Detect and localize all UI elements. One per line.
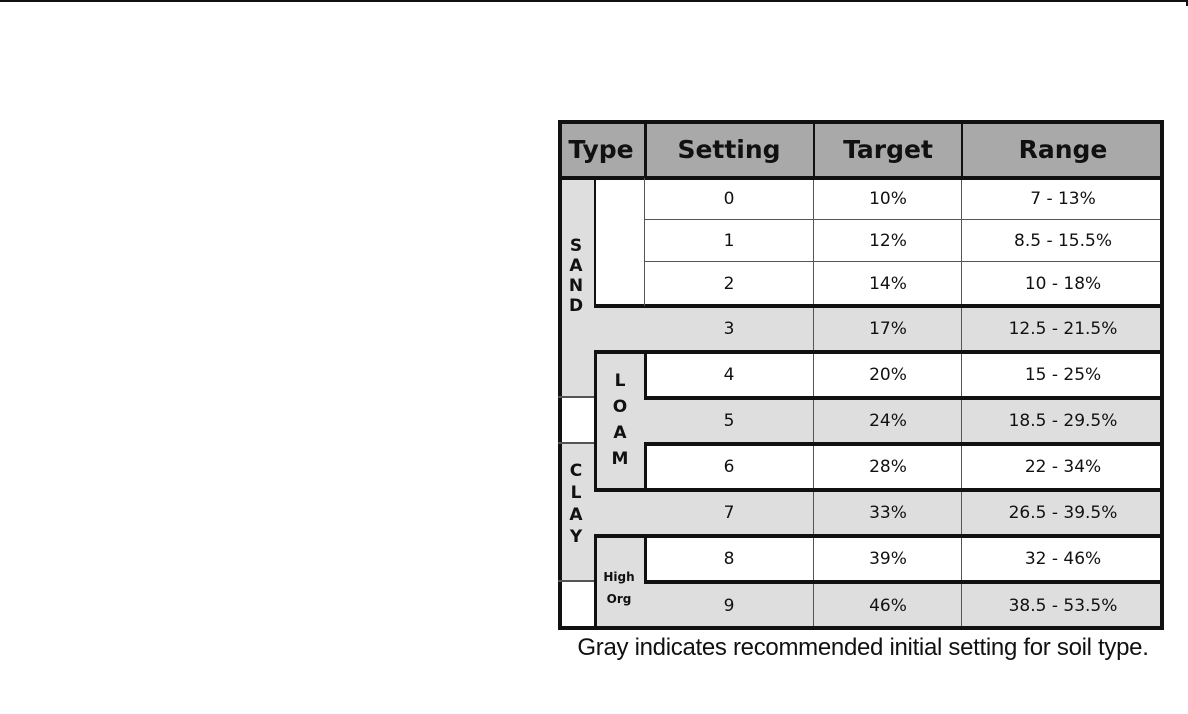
border-line xyxy=(594,350,597,490)
border-line xyxy=(644,120,647,178)
setting-cell: 7 xyxy=(723,503,735,523)
sand-label: S A N D xyxy=(568,236,584,316)
target-cell: 10% xyxy=(869,189,907,209)
border-line xyxy=(644,396,1164,400)
setting-cell: 8 xyxy=(723,549,735,569)
range-cell: 38.5 - 53.5% xyxy=(1008,596,1118,616)
type-blank-cell xyxy=(558,398,594,444)
border-line xyxy=(594,178,596,308)
range-cell: 12.5 - 21.5% xyxy=(1008,319,1118,339)
range-cell: 10 - 18% xyxy=(1024,274,1102,294)
target-cell: 28% xyxy=(869,457,907,477)
setting-cell: 3 xyxy=(723,319,735,339)
setting-cell: 6 xyxy=(723,457,735,477)
border-line xyxy=(644,442,1164,446)
grid-line xyxy=(644,261,1164,262)
header-target: Target xyxy=(843,134,933,164)
border-line xyxy=(644,442,647,490)
top-border-line xyxy=(0,0,1188,2)
soil-setting-table xyxy=(558,120,1164,630)
range-cell: 7 - 13% xyxy=(1030,189,1096,209)
border-line xyxy=(558,120,1164,124)
border-line xyxy=(558,176,1164,180)
target-cell: 14% xyxy=(869,274,907,294)
border-line xyxy=(644,534,647,582)
grid-line xyxy=(813,178,814,630)
border-line xyxy=(558,580,594,582)
range-cell: 8.5 - 15.5% xyxy=(1014,231,1112,251)
target-cell: 24% xyxy=(869,411,907,431)
target-cell: 46% xyxy=(869,596,907,616)
target-cell: 20% xyxy=(869,365,907,385)
table-caption: Gray indicates recommended initial setting for soil type. xyxy=(577,634,1149,661)
target-cell: 17% xyxy=(869,319,907,339)
header-range: Range xyxy=(1018,134,1108,164)
range-cell: 26.5 - 39.5% xyxy=(1008,503,1118,523)
setting-cell: 1 xyxy=(723,231,735,251)
setting-cell: 0 xyxy=(723,189,735,209)
setting-cell: 2 xyxy=(723,274,735,294)
border-line xyxy=(558,396,594,398)
border-line xyxy=(558,442,594,444)
clay-label: C L A Y xyxy=(569,461,583,547)
border-line xyxy=(813,120,815,178)
range-cell: 22 - 34% xyxy=(1024,457,1102,477)
range-cell: 18.5 - 29.5% xyxy=(1008,411,1118,431)
setting-cell: 5 xyxy=(723,411,735,431)
range-cell: 32 - 46% xyxy=(1024,549,1102,569)
border-line xyxy=(644,580,1164,584)
border-line xyxy=(594,534,1164,538)
border-line xyxy=(558,120,562,630)
target-cell: 33% xyxy=(869,503,907,523)
grid-line xyxy=(644,219,1164,220)
range-cell: 15 - 25% xyxy=(1024,365,1102,385)
type-blank-cell-bottom xyxy=(558,582,594,630)
border-line xyxy=(594,488,1164,492)
border-line xyxy=(644,350,647,398)
border-line xyxy=(594,350,1164,354)
high-org-label: High Org xyxy=(603,570,635,606)
border-line xyxy=(594,304,1164,308)
loam-label: L O A M xyxy=(611,371,629,469)
target-cell: 39% xyxy=(869,549,907,569)
setting-cell: 4 xyxy=(723,365,735,385)
setting-cell: 9 xyxy=(723,596,735,616)
header-setting: Setting xyxy=(677,134,781,164)
header-type: Type xyxy=(568,134,634,164)
target-cell: 12% xyxy=(869,231,907,251)
border-line xyxy=(1160,120,1164,630)
border-line xyxy=(594,534,597,630)
border-line xyxy=(961,120,963,178)
border-line xyxy=(644,178,645,306)
grid-line xyxy=(961,178,962,630)
